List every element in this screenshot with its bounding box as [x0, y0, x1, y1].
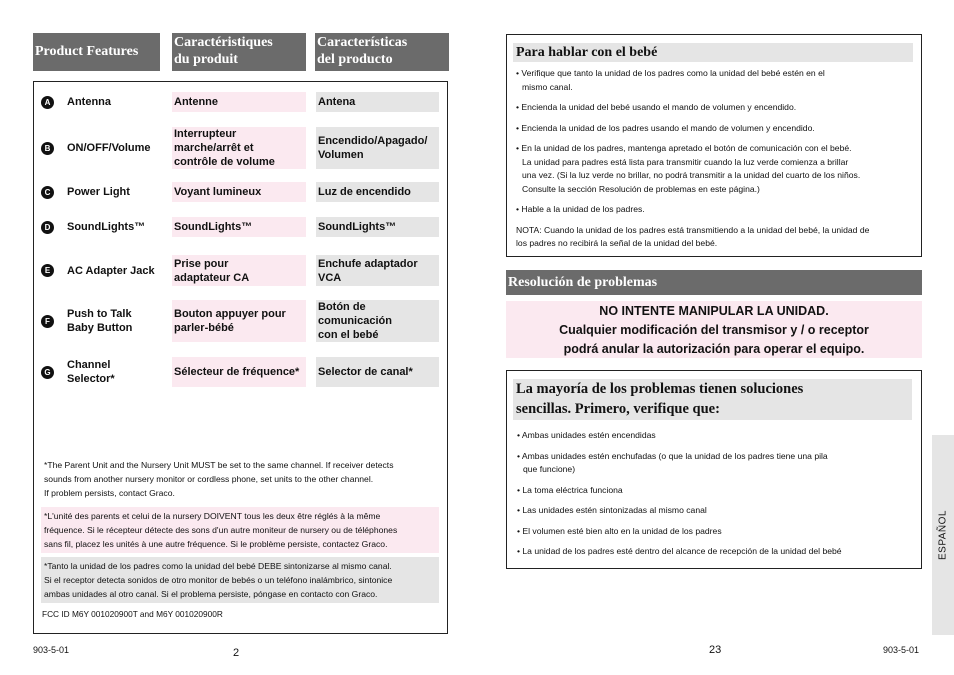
- feature-fr-c: [172, 182, 306, 202]
- feature-en-f: [65, 300, 170, 342]
- feature-fr-b: [172, 127, 306, 169]
- feature-en-e-line: AC Adapter Jack: [67, 264, 155, 277]
- header-es-line1: Características: [317, 35, 408, 50]
- trouble-warning: [506, 301, 922, 358]
- row-letter-a: A: [41, 96, 54, 109]
- feature-fr-d-line: SoundLights™: [174, 221, 253, 233]
- feature-fr-a: [172, 92, 306, 112]
- header-es-line2: del producto: [317, 52, 393, 67]
- note-fr-line2: fréquence. Si le récepteur détecte des sons d'un autre moniteur de nursery ou de téléphones: [44, 525, 398, 535]
- warning-line2: Cualquier modificación del transmisor y / o receptor: [559, 323, 869, 337]
- talk-title: Para hablar con el bebé: [516, 45, 658, 60]
- note-en-line2: sounds from another nursery monitor or cordless phone, set units to the other channel.: [44, 474, 374, 484]
- row-letter-b: B: [41, 142, 54, 155]
- talk-bullet: [516, 101, 916, 115]
- row-letter-d: D: [41, 221, 54, 234]
- talk-note-line2: los padres no recibirá la señal de la unidad del bebé.: [516, 238, 718, 248]
- warning-line3: podrá anular la autorización para operar el equipo.: [563, 342, 865, 356]
- talk-bullet: [516, 67, 916, 94]
- feature-fr-g-line: Sélecteur de fréquence*: [174, 366, 300, 378]
- feature-en-g-line: Channel: [67, 359, 111, 371]
- feature-es-b-line: Volumen: [318, 149, 364, 161]
- talk-title-bar: [513, 43, 913, 62]
- check-bullet: [517, 545, 917, 559]
- feature-fr-f-line: Bouton appuyer pour: [174, 308, 286, 320]
- header-fr-line1: Caractéristiques: [174, 35, 273, 50]
- feature-es-a-line: Antena: [318, 96, 356, 108]
- feature-es-f-line: Botón de: [318, 301, 366, 313]
- feature-fr-b-line: Interrupteur: [174, 128, 237, 140]
- feature-en-e: [65, 255, 170, 286]
- feature-fr-e: [172, 255, 306, 286]
- check-bullet: [517, 484, 917, 498]
- talk-bullet-3-line1: • Encienda la unidad de los padres usando el mando de volumen y encendido.: [516, 122, 815, 133]
- feature-fr-c-line: Voyant lumineux: [174, 186, 262, 198]
- note-fr: [41, 507, 439, 553]
- checks-title-line2: sencillas. Primero, verifique que:: [516, 401, 720, 417]
- talk-bullet: [516, 203, 916, 217]
- note-es: [41, 557, 439, 603]
- feature-es-f-line: comunicación: [318, 315, 392, 327]
- feature-es-d-line: SoundLights™: [318, 221, 397, 233]
- note-es-line3: ambas unidades al otro canal. Si el problema persiste, póngase en contacto con Graco.: [44, 589, 378, 599]
- talk-bullet-2-line1: • Encienda la unidad del bebé usando el mando de volumen y encendido.: [516, 102, 797, 112]
- side-tab-label: ESPAÑOL: [937, 510, 949, 560]
- feature-es-e: [316, 255, 439, 286]
- check-bullet-5-line1: • El volumen esté bien alto en la unidad de los padres: [517, 525, 722, 536]
- check-bullet-1-line1: • Ambas unidades estén encendidas: [517, 430, 656, 440]
- feature-en-d-line: SoundLights™: [67, 221, 146, 233]
- feature-en-b-line: ON/OFF/Volume: [67, 142, 151, 154]
- note-en: [41, 456, 439, 502]
- feature-es-f-line: con el bebé: [318, 329, 379, 341]
- feature-es-a: [316, 92, 439, 112]
- feature-en-c: [65, 182, 170, 202]
- feature-en-f-line: Push to Talk: [67, 308, 132, 320]
- check-bullet: [517, 450, 917, 477]
- checks-bullets: [517, 429, 917, 566]
- talk-note: [516, 224, 916, 251]
- talk-bullet-1-line1: • Verifique que tanto la unidad de los padres como la unidad del bebé estén en el: [516, 68, 825, 78]
- check-bullet-3-line1: • La toma eléctrica funciona: [517, 484, 623, 495]
- feature-fr-b-line: marche/arrêt et: [174, 142, 254, 154]
- header-en: [33, 33, 160, 71]
- talk-bullet-4-line4: Consulte la sección Resolución de problemas en este página.): [522, 183, 760, 194]
- feature-fr-e-line: adaptateur CA: [174, 271, 250, 284]
- feature-fr-d: [172, 217, 306, 237]
- check-bullet-6-line1: • La unidad de los padres esté dentro del alcance de recepción de la unidad del bebé: [517, 546, 842, 556]
- note-en-line1: *The Parent Unit and the Nursery Unit MUST be set to the same channel. If receiver detects: [44, 460, 394, 470]
- header-fr: [172, 33, 306, 71]
- check-bullet-4-line1: • Las unidades estén sintonizadas al mismo canal: [517, 505, 707, 515]
- feature-en-g: [65, 357, 170, 387]
- feature-es-b-line: Encendido/Apagado/: [318, 135, 428, 147]
- talk-bullet: [516, 142, 916, 196]
- feature-fr-g: [172, 357, 306, 387]
- talk-bullet: [516, 122, 916, 136]
- feature-es-e-line: Enchufe adaptador: [318, 257, 418, 270]
- side-tab: [932, 435, 954, 635]
- checks-title-line1: La mayoría de los problemas tienen soluciones: [516, 381, 804, 397]
- check-bullet: [517, 504, 917, 518]
- note-es-line2: Si el receptor detecta sonidos de otro monitor de bebés o un teléfono inalámbrico, sintonice: [44, 575, 393, 585]
- feature-en-a-line: Antenna: [67, 96, 111, 108]
- feature-fr-e-line: Prise pour: [174, 257, 229, 270]
- feature-fr-f: [172, 300, 306, 342]
- feature-en-c-line: Power Light: [67, 186, 130, 198]
- header-fr-line2: du produit: [174, 52, 238, 67]
- checks-title-bar: [513, 379, 912, 420]
- feature-es-c-line: Luz de encendido: [318, 186, 411, 198]
- check-bullet: [517, 429, 917, 443]
- talk-bullets: [516, 67, 916, 251]
- feature-es-e-line: VCA: [318, 271, 342, 284]
- talk-bullet-5-line1: • Hable a la unidad de los padres.: [516, 204, 645, 214]
- trouble-title-bar: [506, 270, 922, 295]
- check-bullet: [517, 525, 917, 539]
- header-es: [315, 33, 449, 71]
- note-fr-line1: *L'unité des parents et celui de la nursery DOIVENT tous les deux être réglés à la même: [44, 511, 381, 521]
- left-footer-code: 903-5-01: [33, 645, 70, 655]
- warning-line1: NO INTENTE MANIPULAR LA UNIDAD.: [599, 304, 829, 318]
- feature-es-g-line: Selector de canal*: [318, 366, 413, 378]
- talk-bullet-4-line2: La unidad para padres está lista para transmitir cuando la luz verde comienza a brillar: [522, 156, 849, 167]
- feature-es-g: [316, 357, 439, 387]
- fcc-id: FCC ID M6Y 001020900T and M6Y 001020900R: [42, 609, 223, 619]
- check-bullet-2-line1: • Ambas unidades estén enchufadas (o que la unidad de los padres tiene una pila: [517, 450, 828, 461]
- row-letter-c: C: [41, 186, 54, 199]
- feature-en-f-line: Baby Button: [67, 322, 133, 334]
- row-letter-g: G: [41, 366, 54, 379]
- row-letter-e: E: [41, 264, 54, 277]
- right-footer-code: 903-5-01: [883, 645, 920, 655]
- feature-es-d: [316, 217, 439, 237]
- feature-fr-a-line: Antenne: [174, 96, 218, 108]
- check-bullet-2-line2: que funcione): [523, 464, 576, 474]
- note-es-line1: *Tanto la unidad de los padres como la unidad del bebé DEBE sintonizarse al mismo canal.: [44, 561, 392, 571]
- feature-en-g-line: Selector*: [67, 373, 115, 385]
- feature-es-f: [316, 300, 439, 342]
- left-page-number: 2: [233, 647, 240, 659]
- talk-bullet-4-line3: una vez. (Si la luz verde no brillar, no podrá transmitir a la unidad del cuarto de los niños.: [522, 170, 861, 180]
- talk-bullet-4-line1: • En la unidad de los padres, mantenga apretado el botón de comunicación con el bebé.: [516, 143, 852, 153]
- feature-es-c: [316, 182, 439, 202]
- row-letter-f: F: [41, 315, 54, 328]
- feature-en-a: [65, 92, 170, 112]
- talk-bullet-1-line2: mismo canal.: [522, 81, 573, 92]
- talk-note-line1: NOTA: Cuando la unidad de los padres está transmitiendo a la unidad del bebé, la unidad de: [516, 224, 870, 235]
- note-en-line3: If problem persists, contact Graco.: [44, 488, 175, 498]
- right-page-number: 23: [709, 644, 722, 656]
- feature-fr-f-line: parler-bébé: [174, 322, 234, 334]
- feature-fr-b-line: contrôle de volume: [174, 156, 275, 168]
- trouble-title: Resolución de problemas: [508, 275, 658, 290]
- feature-es-b: [316, 127, 439, 169]
- feature-en-b: [65, 127, 170, 169]
- feature-en-d: [65, 217, 170, 237]
- header-en-text: Product Features: [35, 44, 139, 59]
- note-fr-line3: sans fil, placez les unités à une autre fréquence. Si le problème persiste, contactez Graco.: [44, 539, 388, 549]
